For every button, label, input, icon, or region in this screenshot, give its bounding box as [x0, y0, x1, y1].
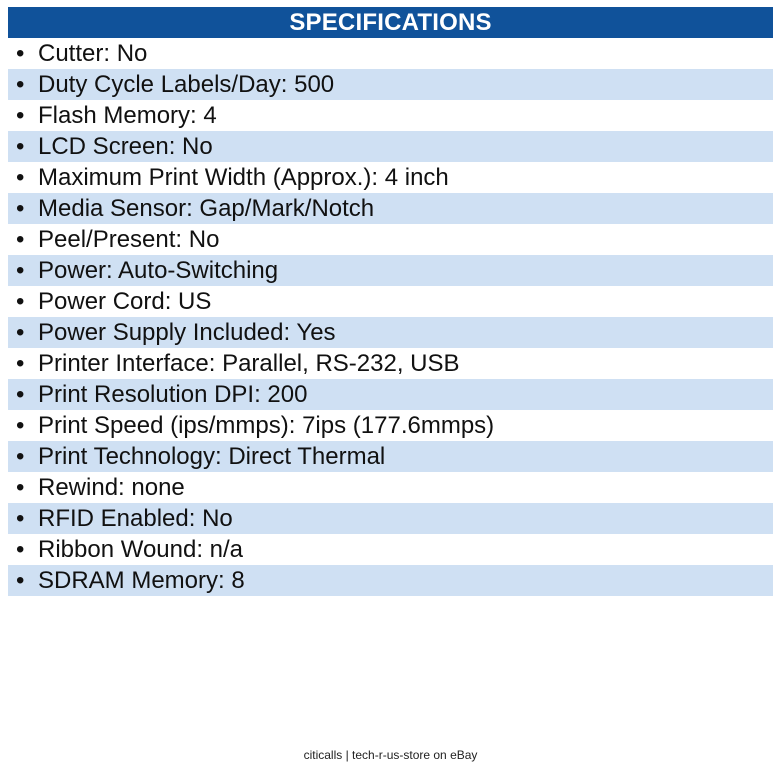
bullet-icon: •	[16, 288, 25, 315]
spec-text: Ribbon Wound: n/a	[38, 536, 244, 563]
spec-row	[8, 224, 773, 255]
footer-credit: citicalls | tech-r-us-store on eBay	[303, 748, 478, 762]
spec-row	[8, 100, 773, 131]
spec-text: Peel/Present: No	[38, 226, 220, 253]
spec-text: Print Speed (ips/mmps): 7ips (177.6mmps)	[38, 412, 495, 439]
spec-text: Media Sensor: Gap/Mark/Notch	[38, 195, 375, 222]
spec-row	[8, 534, 773, 565]
bullet-icon: •	[16, 536, 25, 563]
spec-row	[8, 38, 773, 69]
bullet-icon: •	[16, 133, 25, 160]
spec-row	[8, 69, 773, 100]
bullet-icon: •	[16, 505, 25, 532]
spec-text: Flash Memory: 4	[38, 102, 217, 129]
spec-text: Printer Interface: Parallel, RS-232, USB	[38, 350, 460, 377]
specifications-header: SPECIFICATIONS	[8, 7, 773, 38]
bullet-icon: •	[16, 350, 25, 377]
bullet-icon: •	[16, 257, 25, 284]
spec-row	[8, 162, 773, 193]
spec-text: Power Supply Included: Yes	[38, 319, 336, 346]
spec-row	[8, 472, 773, 503]
spec-text: Power: Auto-Switching	[38, 257, 279, 284]
spec-text: Cutter: No	[38, 40, 148, 67]
spec-row	[8, 441, 773, 472]
spec-text: SDRAM Memory: 8	[38, 567, 245, 594]
spec-row	[8, 348, 773, 379]
bullet-icon: •	[16, 102, 25, 129]
spec-row	[8, 255, 773, 286]
spec-list	[8, 38, 773, 596]
bullet-icon: •	[16, 71, 25, 98]
bullet-icon: •	[16, 40, 25, 67]
spec-text: Maximum Print Width (Approx.): 4 inch	[38, 164, 449, 191]
bullet-icon: •	[16, 226, 25, 253]
spec-text: Rewind: none	[38, 474, 185, 501]
bullet-icon: •	[16, 443, 25, 470]
specifications-table	[8, 7, 773, 596]
bullet-icon: •	[16, 381, 25, 408]
bullet-icon: •	[16, 567, 25, 594]
spec-text: RFID Enabled: No	[38, 505, 233, 532]
spec-text: Duty Cycle Labels/Day: 500	[38, 71, 335, 98]
bullet-icon: •	[16, 319, 25, 346]
spec-text: Power Cord: US	[38, 288, 212, 315]
bullet-icon: •	[16, 164, 25, 191]
spec-text: Print Resolution DPI: 200	[38, 381, 308, 408]
spec-row	[8, 317, 773, 348]
spec-row	[8, 503, 773, 534]
spec-row	[8, 286, 773, 317]
bullet-icon: •	[16, 474, 25, 501]
spec-row	[8, 193, 773, 224]
spec-row	[8, 379, 773, 410]
bullet-icon: •	[16, 412, 25, 439]
spec-row	[8, 410, 773, 441]
spec-text: Print Technology: Direct Thermal	[38, 443, 386, 470]
spec-row	[8, 131, 773, 162]
spec-text: LCD Screen: No	[38, 133, 213, 160]
spec-row	[8, 565, 773, 596]
bullet-icon: •	[16, 195, 25, 222]
